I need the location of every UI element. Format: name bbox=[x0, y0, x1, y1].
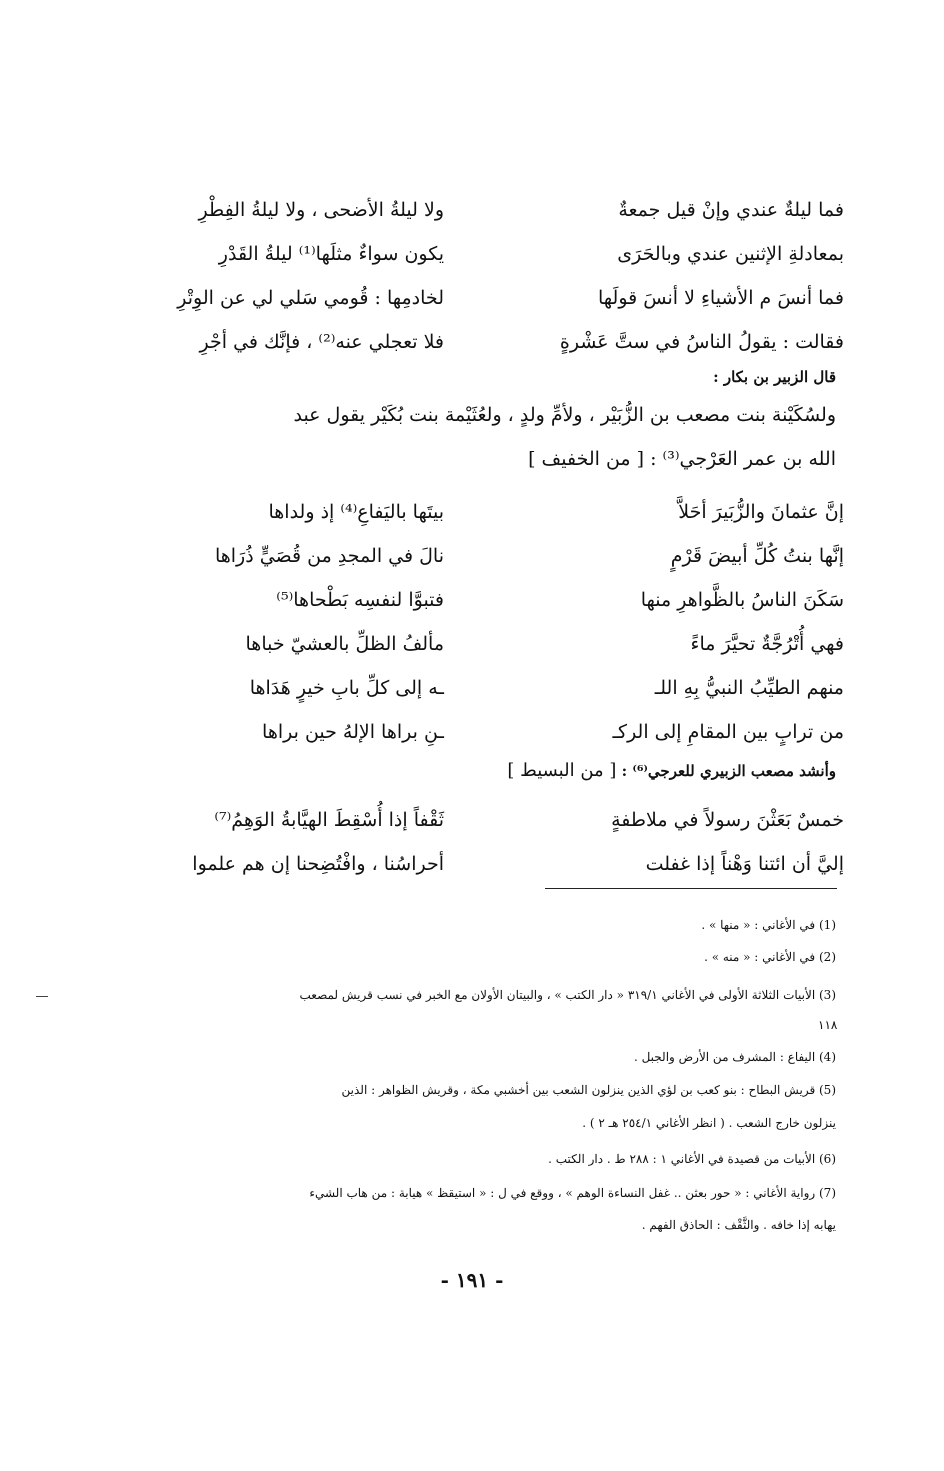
verse-line bbox=[144, 798, 844, 842]
verse-line bbox=[144, 666, 844, 710]
verse-line bbox=[144, 232, 844, 276]
verse-line bbox=[144, 490, 844, 534]
first-hemistich: إنَّ عثمانَ والزُّبَيرَ أحَلاَّ bbox=[678, 501, 844, 523]
second-hemistich: ـه إلى كلِّ بابِ خيرٍ هَدَاها bbox=[249, 677, 444, 699]
footnote: يهابه إذا خافه . والثَّقْف : الحاذق الفهم . bbox=[641, 1218, 836, 1232]
footnote-separator bbox=[545, 888, 837, 889]
poem-3 bbox=[144, 798, 844, 886]
first-hemistich: فما ليلةٌ عندي وإنْ قيل جمعةٌ bbox=[618, 199, 844, 221]
second-hemistich: نالَ في المجدِ من قُصَيٍّ ذُرَاها bbox=[214, 545, 444, 567]
second-hemistich: يكون سواءٌ مثلَها⁽¹⁾ ليلةُ القَدْرِ bbox=[218, 243, 444, 265]
footnote: (6) الأبيات من قصيدة في الأغاني ١ : ٢٨٨ ط . دار الكتب . bbox=[548, 1152, 836, 1166]
footnote: (2) في الأغاني : « منه » . bbox=[704, 950, 836, 964]
second-hemistich: أحراسُنا ، وافْتُضِحنا إن هم علموا bbox=[192, 853, 444, 875]
second-hemistich: فتبوَّا لنفسِه بَطْحاها⁽⁵⁾ bbox=[276, 589, 444, 611]
first-hemistich: سَكَنَ الناسُ بالظَّواهرِ منها bbox=[640, 589, 844, 611]
verse-line bbox=[144, 276, 844, 320]
first-hemistich: فقالت : يقولُ الناسُ في ستَّ عَشْرةٍ bbox=[559, 331, 844, 353]
verse-line bbox=[144, 578, 844, 622]
first-hemistich: إليَّ أن ائتنا وَهْناً إذا غفلت bbox=[645, 853, 844, 875]
footnote: (5) قريش البطاح : بنو كعب بن لؤي الذين ينزلون الشعب بين أخشبي مكة ، وقريش الظواهر : الذين bbox=[341, 1083, 836, 1097]
second-hemistich: ثَقْفاً إذا أُسْقِطَ الهيَّابةُ الوَهِمُ⁽⁷⁾ bbox=[214, 809, 444, 831]
verse-line bbox=[144, 188, 844, 232]
footnote: (1) في الأغاني : « منها » . bbox=[701, 918, 836, 932]
margin-mark bbox=[36, 996, 48, 997]
first-hemistich: فما أنسَ م الأشياءِ لا أنسَ قولَها bbox=[598, 287, 844, 309]
page-number: - ١٩١ - bbox=[440, 1268, 504, 1292]
verse-line bbox=[144, 710, 844, 754]
prose-line: ولسُكَيْنة بنت مصعب بن الزُّبَيْر ، ولأمِّ ولدٍ ، ولعُثَيْمة بنت بُكَيْر يقول عبد bbox=[293, 404, 836, 426]
verse-line bbox=[144, 622, 844, 666]
verse-line bbox=[144, 534, 844, 578]
section-heading bbox=[507, 760, 836, 781]
first-hemistich: فهي أُتْرُجَّةٌ تحيَّرَ ماءً bbox=[690, 633, 844, 655]
section-heading: قال الزبير بن بكار : bbox=[713, 368, 836, 386]
first-hemistich: منهم الطيِّبُ النبيُّ بِهِ اللـ bbox=[654, 677, 844, 699]
verse-line bbox=[144, 320, 844, 364]
first-hemistich: إنَّها بنتُ كُلِّ أبيضَ قَرْمٍ bbox=[670, 545, 844, 567]
first-hemistich: من ترابٍ بين المقامِ إلى الركـ bbox=[612, 721, 844, 743]
poem-1 bbox=[144, 188, 844, 364]
footnote: (7) رواية الأغاني : « حور بعثن .. غفل النساءة الوهم » ، ووقع في ل : « استيقظ » هيابة : من هاب الشيء bbox=[309, 1186, 836, 1200]
second-hemistich: ـنِ براها الإلهُ حين براها bbox=[262, 721, 444, 743]
second-hemistich: مألفُ الظلِّ بالعشيّ خباها bbox=[245, 633, 444, 655]
prose-line: الله بن عمر العَرْجي⁽³⁾ : [ من الخفيف ] bbox=[528, 448, 836, 470]
footnote: (4) اليفاع : المشرف من الأرض والجبل . bbox=[633, 1050, 836, 1064]
first-hemistich: بمعادلةِ الإثنين عندي وبالحَرَى bbox=[617, 243, 844, 265]
first-hemistich: خمسٌ بَعَثْنَ رسولاً في ملاطفةٍ bbox=[611, 809, 844, 831]
footnote: ينزلون خارج الشعب . ( انظر الأغاني ٢٥٤/١ هـ ٢ ) . bbox=[582, 1116, 836, 1130]
prose-paragraph bbox=[110, 393, 836, 481]
second-hemistich: ولا ليلةُ الأضحى ، ولا ليلةُ الفِطْرِ bbox=[198, 199, 444, 221]
footnote: (3) الأبيات الثلاثة الأولى في الأغاني ٣١٩/١ « دار الكتب » ، والبيتان الأولان مع الخبر في نسب قريش لمصعب bbox=[299, 988, 836, 1002]
poem-2 bbox=[144, 490, 844, 754]
second-hemistich: لخادمِها : قُومي سَلي لي عن الوِتْرِ bbox=[177, 287, 444, 309]
verse-line bbox=[144, 842, 844, 886]
second-hemistich: فلا تعجلي عنه⁽²⁾ ، فإنَّك في أجْرِ bbox=[199, 331, 444, 353]
margin-number: ١١٨ bbox=[818, 1018, 838, 1032]
second-hemistich: بيتَها باليَفاعِ⁽⁴⁾ إذ ولداها bbox=[268, 501, 444, 523]
heading-text: وأنشد مصعب الزبيري للعرجي⁽⁶⁾ : bbox=[621, 762, 836, 780]
meter-label: [ من البسيط ] bbox=[507, 760, 617, 781]
